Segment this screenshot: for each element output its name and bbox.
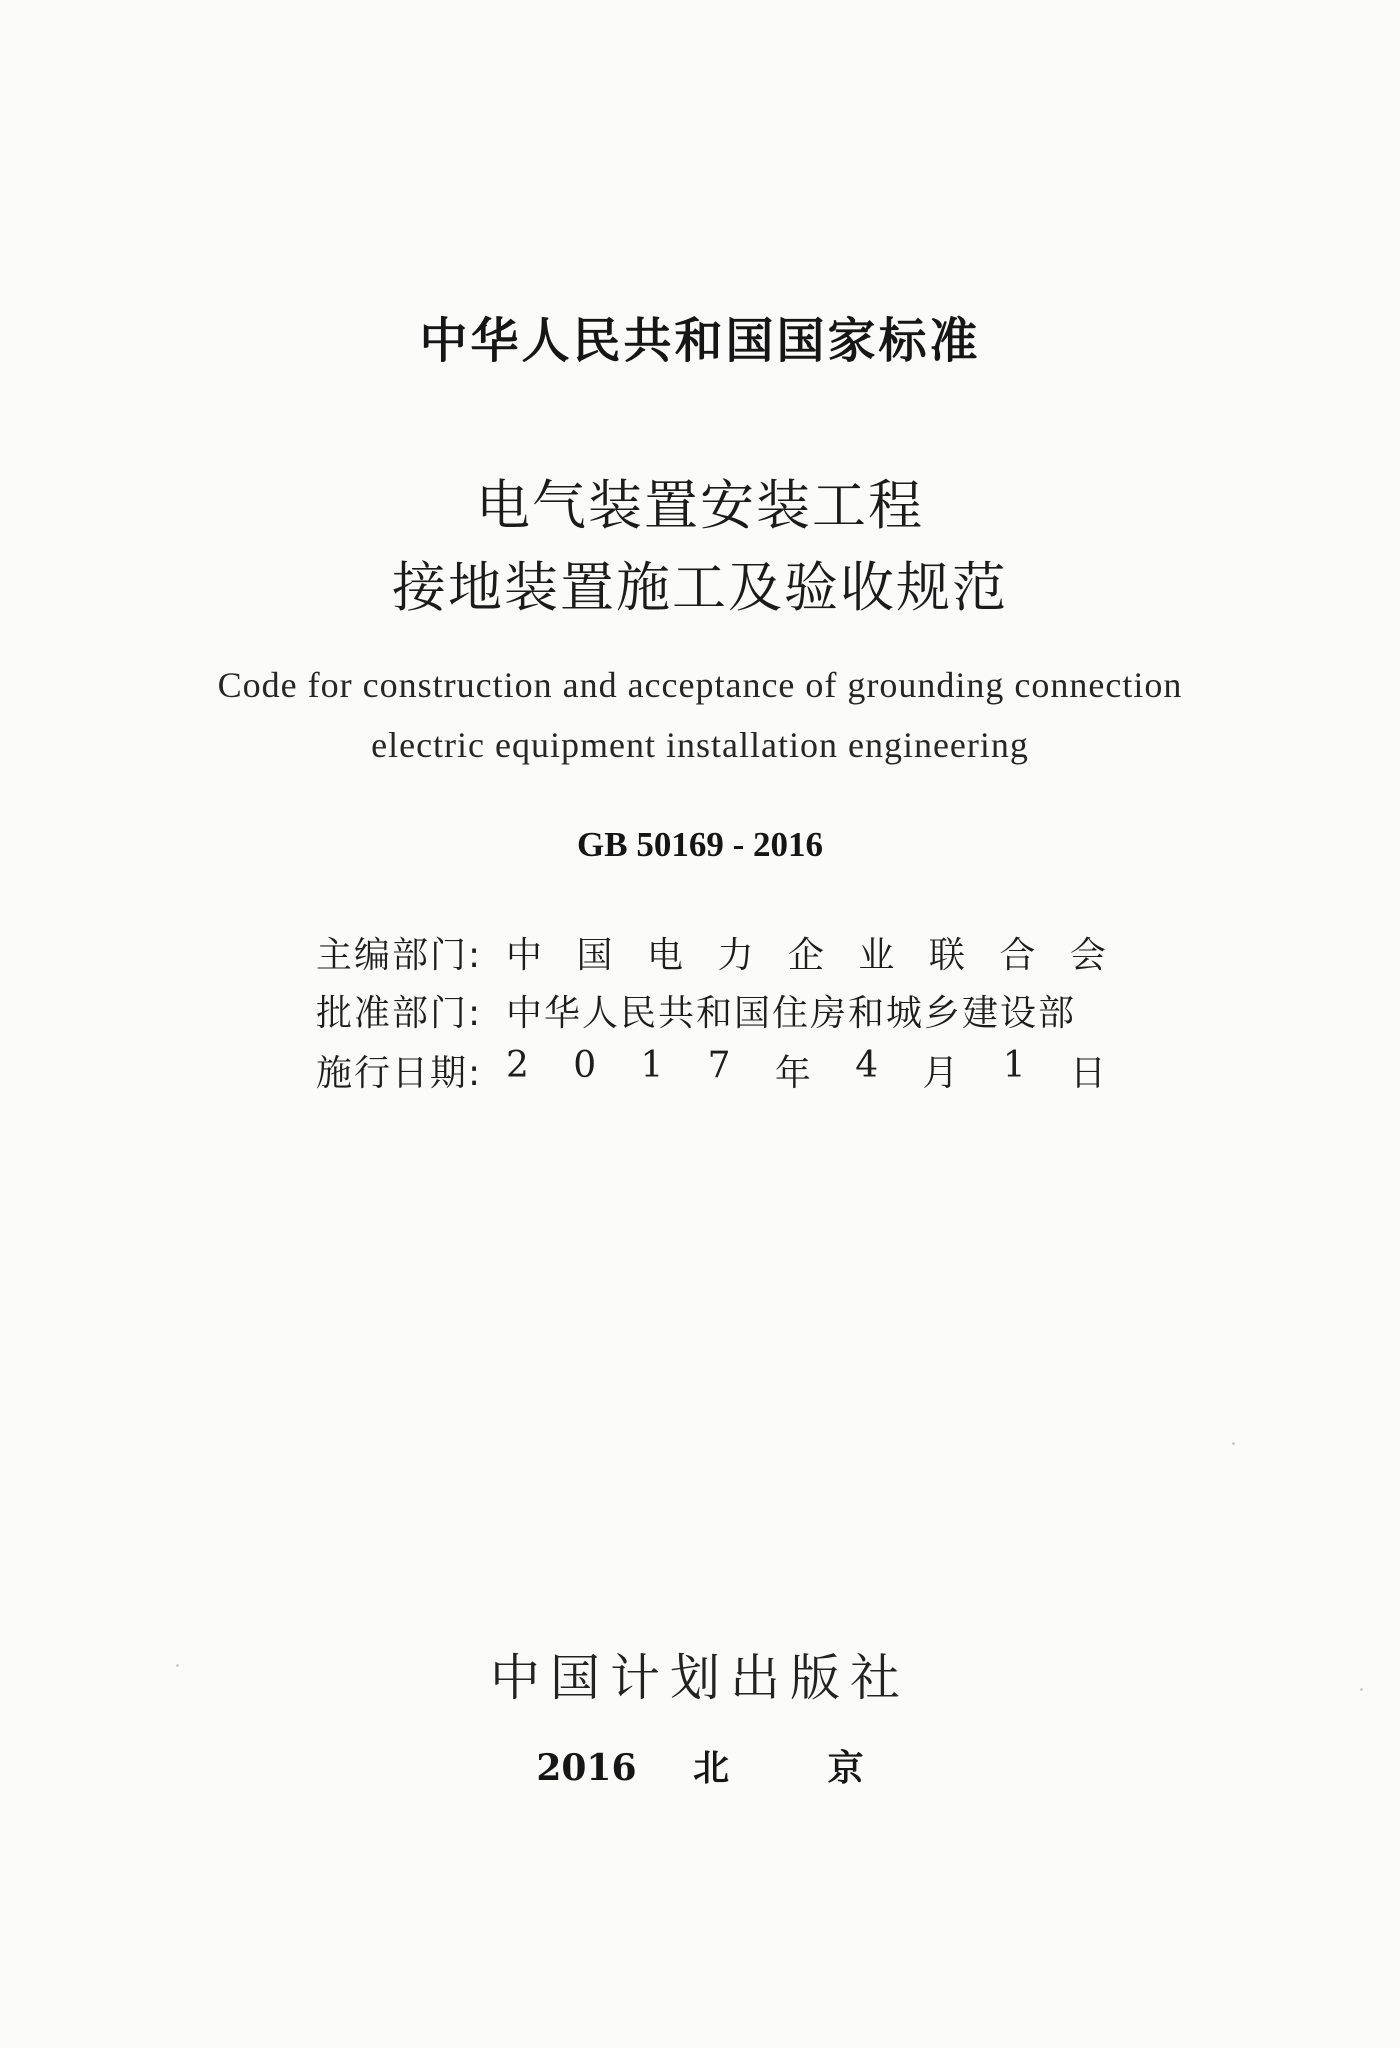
- publication-year: 2016: [536, 1747, 637, 1789]
- effective-date-char: 7: [707, 1044, 731, 1086]
- chief-editor-char: 国: [576, 934, 613, 976]
- chief-editor-value: [506, 927, 1106, 978]
- effective-date-value: [506, 1045, 1106, 1096]
- effective-date-label: 施行日期:: [316, 1052, 483, 1094]
- effective-date-char: 1: [1002, 1044, 1026, 1086]
- national-standard-heading: 中华人民共和国国家标准: [419, 313, 981, 369]
- paper-speck: [1232, 1442, 1235, 1445]
- effective-date-char: 月: [922, 1052, 959, 1094]
- effective-date-char: 年: [774, 1052, 811, 1094]
- chief-editor-char: 力: [717, 934, 754, 976]
- publisher-name: 中国计划出版社: [490, 1649, 910, 1707]
- chief-editor-char: 会: [1069, 934, 1106, 976]
- approval-label: 批准部门:: [316, 992, 483, 1034]
- effective-date-char: 1: [640, 1044, 664, 1086]
- chief-editor-row: [316, 928, 1106, 976]
- effective-date-row: [316, 1046, 1106, 1094]
- approval-value: 中华人民共和国住房和城乡建设部: [506, 992, 1077, 1034]
- effective-date-char: 4: [855, 1044, 879, 1086]
- chinese-title-line-1: 电气装置安装工程: [476, 474, 924, 537]
- standard-code: GB 50169 - 2016: [577, 825, 823, 864]
- chief-editor-label: 主编部门:: [316, 934, 483, 976]
- chief-editor-char: 电: [646, 934, 683, 976]
- publication-city-char: 北: [693, 1747, 730, 1789]
- english-title-line-1: Code for construction and acceptance of grounding connection: [217, 665, 1183, 705]
- chief-editor-char: 企: [787, 934, 824, 976]
- effective-date-char: 日: [1069, 1052, 1106, 1094]
- effective-date-char: 0: [573, 1044, 597, 1086]
- paper-speck: [1360, 1688, 1363, 1691]
- chinese-title-line-2: 接地装置施工及验收规范: [392, 556, 1008, 619]
- chief-editor-char: 中: [506, 934, 543, 976]
- approval-row: [316, 986, 1106, 1034]
- english-title-line-2: electric equipment installation engineering: [371, 725, 1029, 765]
- publication-city-char: 京: [827, 1747, 864, 1789]
- paper-speck: [176, 1664, 179, 1667]
- chief-editor-char: 业: [858, 934, 895, 976]
- chief-editor-char: 联: [928, 934, 965, 976]
- chief-editor-char: 合: [999, 934, 1036, 976]
- effective-date-char: 2: [506, 1044, 529, 1086]
- publication-line: [0, 1740, 1400, 1791]
